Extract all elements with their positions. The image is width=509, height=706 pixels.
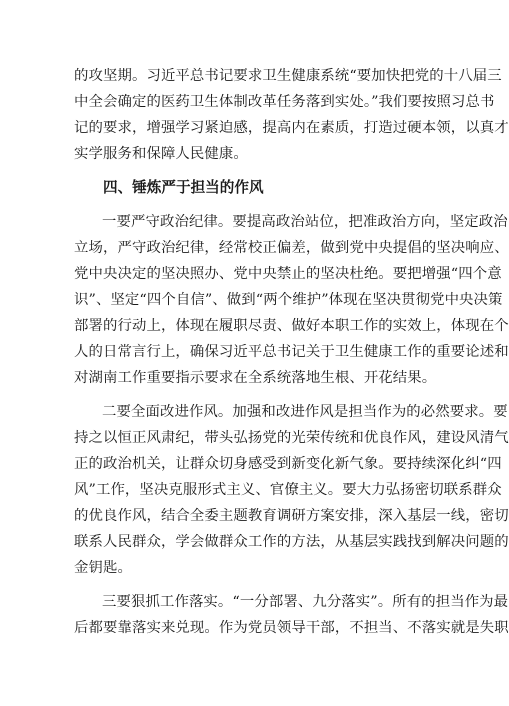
paragraph-line: 实学服务和保障人民健康。 (74, 146, 248, 162)
paragraph-line: 识”、坚定“四个自信”、做到“两个维护”体现在坚决贯彻党中央决策 (74, 292, 503, 308)
paragraph-line: 三要狠抓工作落实。“一分部署、九分落实”。所有的担当作为最 (102, 594, 509, 610)
paragraph-line: 党中央决定的坚决照办、党中央禁止的坚决杜绝。要把增强“四个意 (74, 266, 502, 282)
paragraph-line: 中全会确定的医药卫生体制改革任务落到实处。”我们要按照习总书 (74, 94, 495, 110)
paragraph-line: 后都要靠落实来兑现。作为党员领导干部，不担当、不落实就是失职 (74, 620, 509, 636)
paragraph-line: 风”工作，坚决克服形式主义、官僚主义。要大力弘扬密切联系群众 (74, 482, 502, 498)
paragraph-line: 金钥匙。 (74, 560, 132, 576)
paragraph-line: 联系人民群众，学会做群众工作的方法，从基层实践找到解决问题的 (74, 534, 509, 550)
paragraph-line: 二要全面改进作风。加强和改进作风是担当作为的必然要求。要 (102, 404, 508, 420)
paragraph-line: 部署的行动上，体现在履职尽责、做好本职工作的实效上，体现在个 (74, 318, 509, 334)
paragraph-line: 人的日常言行上，确保习近平总书记关于卫生健康工作的重要论述和 (74, 344, 509, 360)
paragraph-line: 一要严守政治纪律。要提高政治站位，把准政治方向，坚定政治 (102, 214, 508, 230)
paragraph-line: 记的要求，增强学习紧迫感，提高内在素质，打造过硬本领，以真才 (74, 120, 509, 136)
paragraph-line: 的攻坚期。习近平总书记要求卫生健康系统“要加快把党的十八届三 (74, 68, 502, 84)
paragraph-line: 的优良作风，结合全委主题教育调研方案安排，深入基层一线，密切 (74, 508, 509, 524)
paragraph-line: 立场，严守政治纪律，经常校正偏差，做到党中央提倡的坚决响应、 (74, 240, 509, 256)
paragraph-line: 正的政治机关，让群众切身感受到新变化新气象。要持续深化纠“四 (74, 456, 502, 472)
paragraph-line: 对湖南工作重要指示要求在全系统落地生根、开花结果。 (74, 370, 437, 386)
section-heading: 四、锤炼严于担当的作风 (103, 179, 264, 196)
paragraph-line: 持之以恒正风肃纪，带头弘扬党的光荣传统和优良作风，建设风清气 (74, 430, 509, 446)
